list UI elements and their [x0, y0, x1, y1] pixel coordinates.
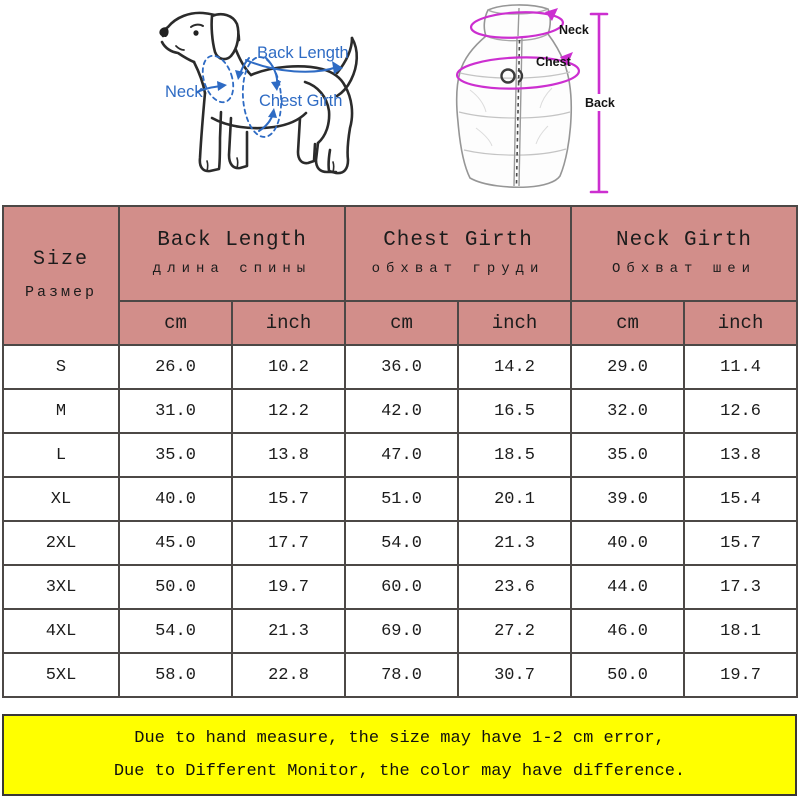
table-row: [3, 345, 797, 389]
table-row: [3, 565, 797, 609]
unit-inch: inch: [232, 301, 345, 345]
value-cell: 32.0: [571, 389, 684, 433]
value-cell: 69.0: [345, 609, 458, 653]
size-cell: L: [3, 433, 119, 477]
value-cell: 47.0: [345, 433, 458, 477]
table-row: [3, 653, 797, 697]
value-cell: 18.1: [684, 609, 797, 653]
unit-inch: inch: [458, 301, 571, 345]
size-cell: 5XL: [3, 653, 119, 697]
value-cell: 21.3: [232, 609, 345, 653]
value-cell: 13.8: [684, 433, 797, 477]
value-cell: 50.0: [571, 653, 684, 697]
vest-back-label: Back: [585, 96, 615, 110]
chest-girth-ru: обхват груди: [371, 261, 545, 278]
value-cell: 26.0: [119, 345, 232, 389]
value-cell: 27.2: [458, 609, 571, 653]
size-table: [2, 205, 798, 698]
value-cell: 40.0: [119, 477, 232, 521]
header-row-groups: [3, 206, 797, 301]
value-cell: 14.2: [458, 345, 571, 389]
value-cell: 58.0: [119, 653, 232, 697]
value-cell: 12.2: [232, 389, 345, 433]
value-cell: 12.6: [684, 389, 797, 433]
header-size: [3, 206, 119, 345]
size-label-en: Size: [32, 248, 89, 272]
value-cell: 23.6: [458, 565, 571, 609]
value-cell: 50.0: [119, 565, 232, 609]
back-length-en: Back Length: [157, 229, 307, 253]
value-cell: 36.0: [345, 345, 458, 389]
value-cell: 30.7: [458, 653, 571, 697]
value-cell: 54.0: [345, 521, 458, 565]
vest-measurement-diagram: [440, 0, 620, 205]
dog-measurement-diagram: [0, 0, 430, 205]
value-cell: 21.3: [458, 521, 571, 565]
value-cell: 60.0: [345, 565, 458, 609]
value-cell: 35.0: [119, 433, 232, 477]
value-cell: 54.0: [119, 609, 232, 653]
disclaimer-line-2: Due to Different Monitor, the color may have difference.: [113, 761, 686, 781]
neck-girth-en: Neck Girth: [616, 229, 753, 253]
table-row: [3, 433, 797, 477]
disclaimer-banner: [2, 714, 797, 796]
size-cell: M: [3, 389, 119, 433]
value-cell: 17.3: [684, 565, 797, 609]
value-cell: 39.0: [571, 477, 684, 521]
value-cell: 16.5: [458, 389, 571, 433]
value-cell: 19.7: [232, 565, 345, 609]
neck-label: Neck: [165, 83, 203, 101]
table-row: [3, 389, 797, 433]
chest-girth-label: Chest Girth: [259, 92, 343, 110]
value-cell: 45.0: [119, 521, 232, 565]
value-cell: 44.0: [571, 565, 684, 609]
unit-cm: cm: [571, 301, 684, 345]
size-cell: 2XL: [3, 521, 119, 565]
value-cell: 22.8: [232, 653, 345, 697]
disclaimer-line-1: Due to hand measure, the size may have 1-2 cm error,: [134, 729, 665, 749]
table-row: [3, 477, 797, 521]
chest-girth-en: Chest Girth: [383, 229, 533, 253]
unit-cm: cm: [119, 301, 232, 345]
size-cell: 4XL: [3, 609, 119, 653]
value-cell: 29.0: [571, 345, 684, 389]
back-length-ru: длина спины: [152, 261, 312, 278]
header-row-units: [3, 301, 797, 345]
value-cell: 31.0: [119, 389, 232, 433]
vest-neck-label: Neck: [559, 23, 589, 37]
value-cell: 19.7: [684, 653, 797, 697]
value-cell: 13.8: [232, 433, 345, 477]
size-cell: S: [3, 345, 119, 389]
value-cell: 11.4: [684, 345, 797, 389]
vest-chest-label: Chest: [536, 55, 571, 69]
value-cell: 15.7: [232, 477, 345, 521]
header-neck-girth: [571, 206, 797, 301]
unit-cm: cm: [345, 301, 458, 345]
unit-inch: inch: [684, 301, 797, 345]
header-back-length: [119, 206, 345, 301]
value-cell: 35.0: [571, 433, 684, 477]
value-cell: 17.7: [232, 521, 345, 565]
value-cell: 40.0: [571, 521, 684, 565]
size-cell: XL: [3, 477, 119, 521]
table-row: [3, 521, 797, 565]
value-cell: 20.1: [458, 477, 571, 521]
table-row: [3, 609, 797, 653]
back-length-label: Back Length: [257, 44, 349, 62]
value-cell: 15.7: [684, 521, 797, 565]
dog-annotation-labels: [165, 44, 349, 110]
value-cell: 10.2: [232, 345, 345, 389]
value-cell: 15.4: [684, 477, 797, 521]
size-cell: 3XL: [3, 565, 119, 609]
size-label-ru: Размер: [24, 284, 97, 302]
value-cell: 42.0: [345, 389, 458, 433]
header-chest-girth: [345, 206, 571, 301]
value-cell: 46.0: [571, 609, 684, 653]
value-cell: 18.5: [458, 433, 571, 477]
value-cell: 78.0: [345, 653, 458, 697]
neck-girth-ru: Обхват шеи: [612, 261, 757, 278]
value-cell: 51.0: [345, 477, 458, 521]
